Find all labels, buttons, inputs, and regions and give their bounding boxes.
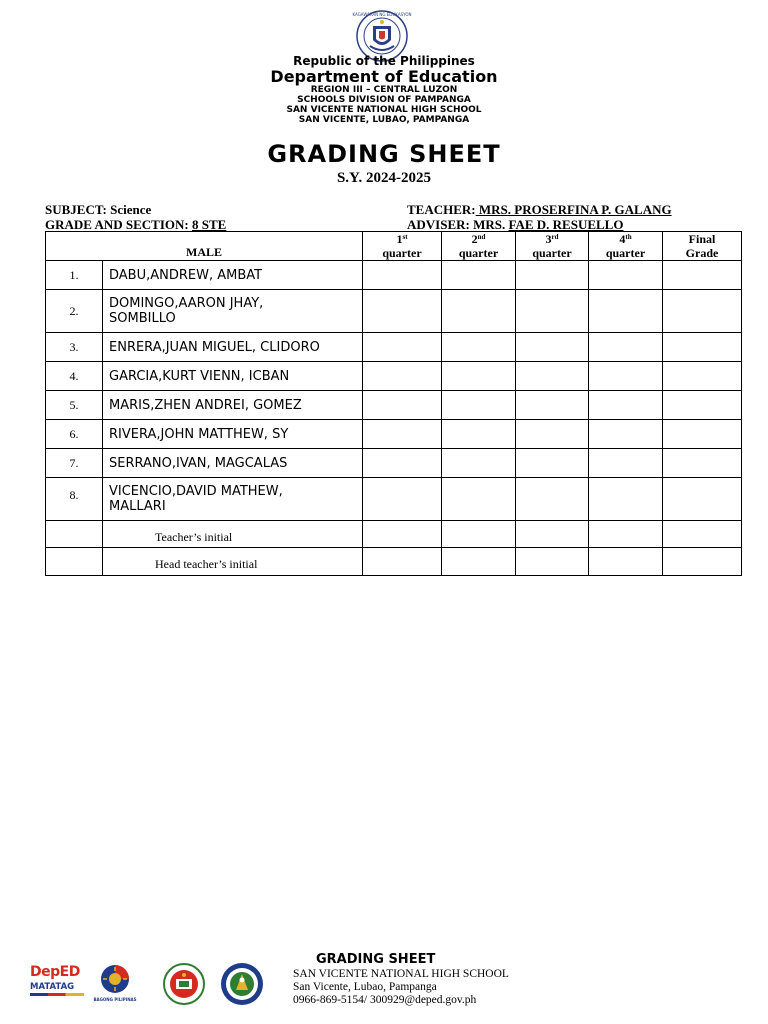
initial-cell-q4[interactable] [589, 548, 663, 576]
row-number: 3. [46, 333, 103, 362]
row-number: 1. [46, 261, 103, 290]
initial-cell-q3[interactable] [516, 521, 589, 548]
col-q2-header: 2nd quarter [442, 232, 516, 261]
student-name: ENRERA,JUAN MIGUEL, CLIDORO [103, 333, 363, 362]
table-row [46, 333, 742, 362]
grade-cell-q3[interactable] [516, 449, 589, 478]
initial-cell-q2[interactable] [442, 521, 516, 548]
footer-school: SAN VICENTE NATIONAL HIGH SCHOOL [293, 968, 509, 980]
footer-title: GRADING SHEET [316, 952, 436, 967]
student-name: SERRANO,IVAN, MAGCALAS [103, 449, 363, 478]
teacher-initial-row [46, 521, 742, 548]
grade-cell-q3[interactable] [516, 261, 589, 290]
school-seal-logo [219, 962, 265, 1006]
grade-cell-q2[interactable] [442, 333, 516, 362]
division-seal-logo [162, 963, 206, 1005]
grade-cell-final[interactable] [663, 478, 742, 521]
teacher-line [407, 202, 672, 218]
grade-cell-q2[interactable] [442, 449, 516, 478]
row-number: 2. [46, 290, 103, 333]
seal-text: KAGAWARAN NG EDUKASYON [352, 12, 412, 17]
grade-cell-q1[interactable] [363, 420, 442, 449]
grade-cell-q1[interactable] [363, 290, 442, 333]
department-line: Department of Education [270, 67, 498, 86]
grade-cell-q2[interactable] [442, 362, 516, 391]
deped-wordmark: DepED [30, 964, 80, 980]
initial-cell-final[interactable] [663, 521, 742, 548]
initial-cell-q1[interactable] [363, 548, 442, 576]
grade-cell-final[interactable] [663, 362, 742, 391]
grade-cell-final[interactable] [663, 290, 742, 333]
table-row [46, 391, 742, 420]
grading-table [45, 231, 742, 576]
grade-cell-q2[interactable] [442, 290, 516, 333]
grade-cell-q1[interactable] [363, 449, 442, 478]
grade-cell-q3[interactable] [516, 478, 589, 521]
republic-line: Republic of the Philippines [293, 54, 475, 68]
table-row [46, 261, 742, 290]
student-name: GARCIA,KURT VIENN, ICBAN [103, 362, 363, 391]
matatag-wordmark: MATATAG [30, 982, 75, 992]
student-name: VICENCIO,DAVID MATHEW, MALLARI [103, 478, 363, 521]
grade-cell-q4[interactable] [589, 449, 663, 478]
student-name: DABU,ANDREW, AMBAT [103, 261, 363, 290]
table-header-row [46, 232, 742, 261]
initial-cell-q4[interactable] [589, 521, 663, 548]
row-number: 8. [46, 478, 103, 521]
adviser-label: ADVISER: MRS. [407, 217, 509, 232]
grade-cell-final[interactable] [663, 449, 742, 478]
bagong-pilipinas-text: BAGONG PILIPINAS [93, 997, 137, 1002]
grade-cell-q4[interactable] [589, 420, 663, 449]
matatag-stripe [30, 993, 84, 996]
grade-cell-final[interactable] [663, 333, 742, 362]
col-q3-header: 3rd quarter [516, 232, 589, 261]
grade-cell-q3[interactable] [516, 333, 589, 362]
grade-cell-q4[interactable] [589, 261, 663, 290]
grade-cell-q3[interactable] [516, 290, 589, 333]
row-number: 6. [46, 420, 103, 449]
empty-cell [46, 548, 103, 576]
deped-matatag-logo [30, 964, 84, 1004]
grade-cell-q4[interactable] [589, 478, 663, 521]
school-year: S.Y. 2024-2025 [336, 170, 432, 186]
student-name: DOMINGO,AARON JHAY, SOMBILLO [103, 290, 363, 333]
grade-cell-q3[interactable] [516, 391, 589, 420]
division-line: SCHOOLS DIVISION OF PAMPANGA [297, 95, 471, 105]
grade-cell-q3[interactable] [516, 362, 589, 391]
grade-label: GRADE AND SECTION: [45, 217, 192, 232]
grade-cell-q1[interactable] [363, 362, 442, 391]
grade-cell-q2[interactable] [442, 478, 516, 521]
table-row [46, 449, 742, 478]
student-name: MARIS,ZHEN ANDREI, GOMEZ [103, 391, 363, 420]
student-name: RIVERA,JOHN MATTHEW, SY [103, 420, 363, 449]
grade-cell-q2[interactable] [442, 391, 516, 420]
col-q4-header: 4th quarter [589, 232, 663, 261]
grade-cell-q4[interactable] [589, 290, 663, 333]
grade-cell-q2[interactable] [442, 420, 516, 449]
school-line: SAN VICENTE NATIONAL HIGH SCHOOL [286, 105, 482, 115]
initial-cell-q2[interactable] [442, 548, 516, 576]
row-number: 4. [46, 362, 103, 391]
grade-cell-final[interactable] [663, 261, 742, 290]
region-line: REGION III – CENTRAL LUZON [310, 85, 458, 95]
initial-cell-q3[interactable] [516, 548, 589, 576]
table-row [46, 290, 742, 333]
col-q1-header: 1st quarter [363, 232, 442, 261]
grade-cell-q3[interactable] [516, 420, 589, 449]
head-initial-row [46, 548, 742, 576]
grade-cell-q1[interactable] [363, 391, 442, 420]
table-row [46, 478, 742, 521]
initial-cell-final[interactable] [663, 548, 742, 576]
grade-cell-q4[interactable] [589, 333, 663, 362]
table-row [46, 420, 742, 449]
teacher-name: MRS. PROSERFINA P. GALANG [475, 202, 672, 217]
grade-value: 8 STE [192, 217, 227, 232]
footer-address: San Vicente, Lubao, Pampanga [293, 981, 437, 993]
grade-cell-q1[interactable] [363, 333, 442, 362]
col-final-header: Final Grade [663, 232, 742, 261]
grade-cell-final[interactable] [663, 391, 742, 420]
grade-cell-q4[interactable] [589, 391, 663, 420]
grade-cell-q1[interactable] [363, 261, 442, 290]
address-line: SAN VICENTE, LUBAO, PAMPANGA [298, 115, 470, 125]
grade-cell-final[interactable] [663, 420, 742, 449]
head-initial-label: Head teacher’s initial [103, 548, 363, 576]
grade-cell-q2[interactable] [442, 261, 516, 290]
footer-contact: 0966-869-5154/ 300929@deped.gov.ph [293, 994, 477, 1006]
teacher-label: TEACHER: [407, 202, 476, 217]
row-number: 5. [46, 391, 103, 420]
page-title: GRADING SHEET [267, 140, 501, 168]
teacher-initial-label: Teacher’s initial [103, 521, 363, 548]
col-male-header: MALE [46, 232, 363, 261]
initial-cell-q1[interactable] [363, 521, 442, 548]
row-number: 7. [46, 449, 103, 478]
table-row [46, 362, 742, 391]
subject-label: SUBJECT: Science [45, 202, 152, 217]
grade-cell-q1[interactable] [363, 478, 442, 521]
grade-cell-q4[interactable] [589, 362, 663, 391]
empty-cell [46, 521, 103, 548]
bagong-pilipinas-logo [92, 962, 138, 1004]
adviser-name: FAE D. RESUELLO [508, 217, 624, 232]
